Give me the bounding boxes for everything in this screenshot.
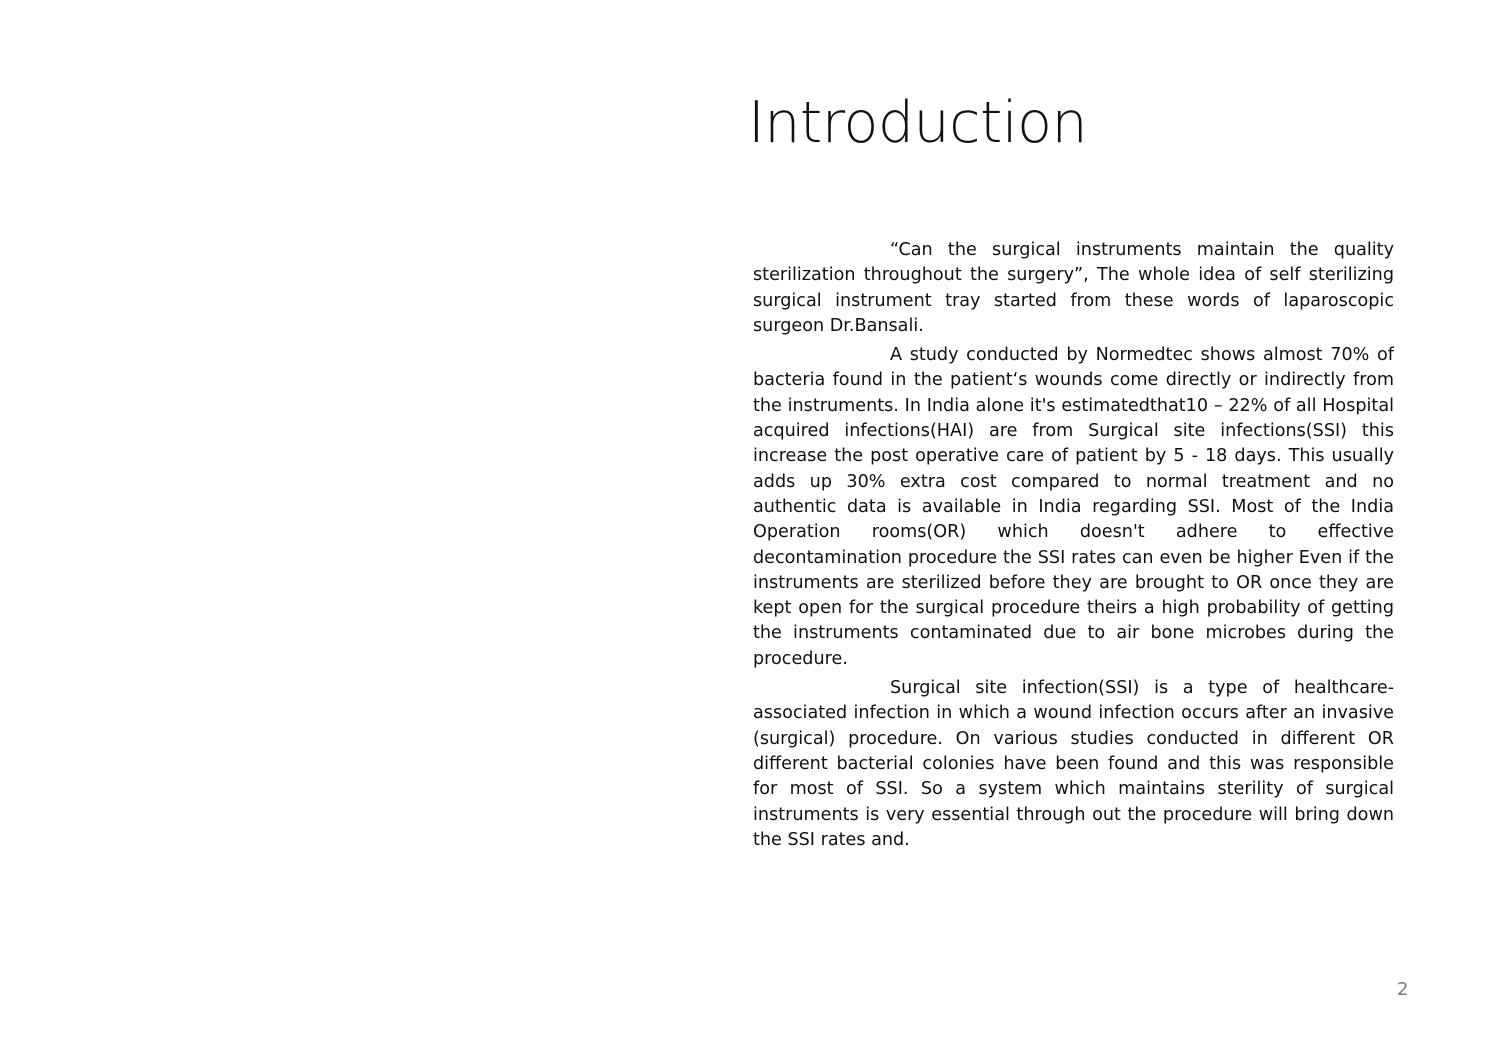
page-number: 2 xyxy=(1397,979,1409,1000)
paragraph-2: A study conducted by Normedtec shows almost 70% of bacteria found in the patient‘s wounds come directly or indirectly from the instruments. In India alone it's estimatedthat10 – 22% of all Hospital acquired infections(HAI) are from Surgical site infections(SSI) this increase the post operative care of patient by 5 - 18 days. This usually adds up 30% extra cost compared to normal treatment and no authentic data is available in India regarding SSI. Most of the India Operation rooms(OR) which doesn't adhere to effective decontamination procedure the SSI rates can even be higher Even if the instruments are sterilized before they are brought to OR once they are kept open for the surgical procedure theirs a high probability of getting the instruments contaminated due to air bone microbes during the procedure. xyxy=(753,345,1394,669)
page-title: Introduction xyxy=(748,90,1088,156)
body-text xyxy=(753,238,1394,857)
paragraph-1: “Can the surgical instruments maintain the quality sterilization throughout the surgery”, The whole idea of self sterilizing surgical instrument tray started from these words of laparoscopic surgeon Dr.Bansali. xyxy=(753,240,1394,336)
paragraph-3: Surgical site infection(SSI) is a type of healthcare-associated infection in which a wound infection occurs after an invasive (surgical) procedure. On various studies conducted in different OR different bacterial colonies have been found and this was responsible for most of SSI. So a system which maintains sterility of surgical instruments is very essential through out the procedure will bring down the SSI rates and. xyxy=(753,678,1394,850)
